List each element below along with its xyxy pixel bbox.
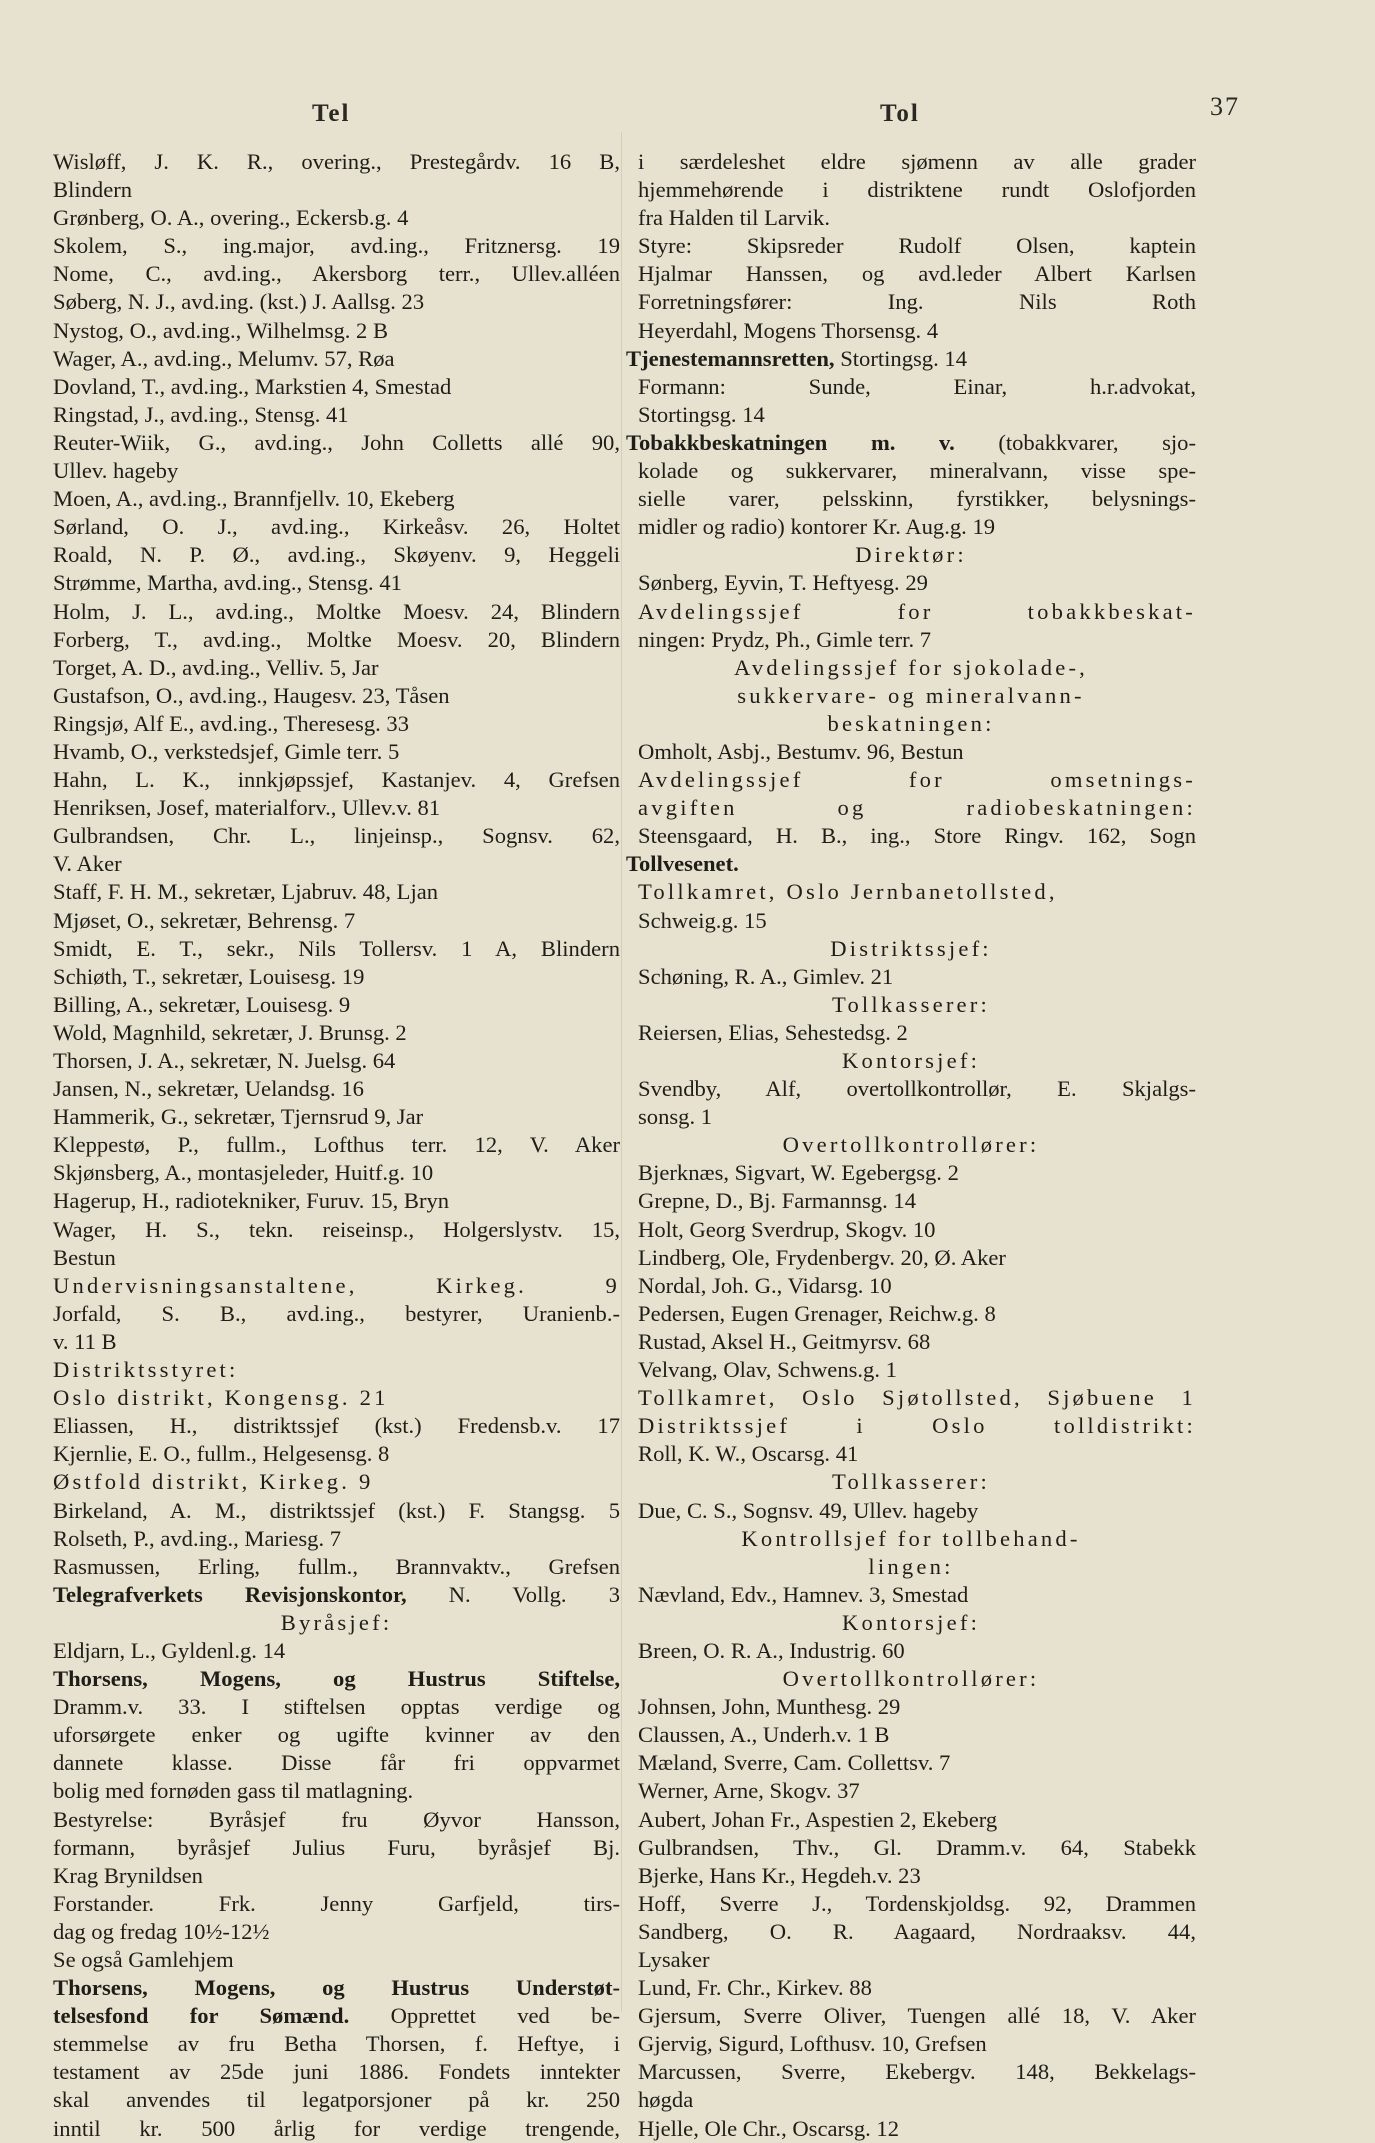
entry-line: Ullev. hageby	[53, 458, 179, 484]
entry-line: Wager, A., avd.ing., Melumv. 57, Røa	[53, 345, 395, 371]
entry-line: Forstander. Frk. Jenny Garfjeld, tirs-	[53, 1890, 620, 1916]
entry-line: Schøning, R. A., Gimlev. 21	[638, 963, 894, 989]
entry-line: lingen:	[868, 1553, 954, 1579]
entry-line: Svendby, Alf, overtollkontrollør, E. Skjalgs-	[638, 1076, 1196, 1102]
entry-line: Tollkasserer:	[832, 1469, 990, 1495]
entry-line: Due, C. S., Sognsv. 49, Ullev. hageby	[638, 1497, 979, 1523]
entry-line: Rolseth, P., avd.ing., Mariesg. 7	[53, 1525, 342, 1551]
entry-line: Nome, C., avd.ing., Akersborg terr., Ullev.alléen	[53, 261, 620, 287]
entry-line: Staff, F. H. M., sekretær, Ljabruv. 48, Ljan	[53, 879, 439, 905]
entry-line: Gjersum, Sverre Oliver, Tuengen allé 18, V. Aker	[638, 2003, 1196, 2029]
entry-line: Hammerik, G., sekretær, Tjernsrud 9, Jar	[53, 1104, 424, 1130]
entry-line: Blindern	[53, 177, 133, 203]
entry-line: Lund, Fr. Chr., Kirkev. 88	[638, 1975, 872, 2001]
entry-line: Formann: Sunde, Einar, h.r.advokat,	[638, 373, 1196, 399]
entry-line: Strømme, Martha, avd.ing., Stensg. 41	[53, 570, 402, 596]
entry-line: Tollkamret, Oslo Jernbanetollsted,	[638, 879, 1058, 905]
entry-line: Marcussen, Sverre, Ekebergv. 148, Bekkelags-	[638, 2059, 1196, 2085]
entry-line: telsesfond for Sømænd. Opprettet ved be-	[53, 2003, 620, 2029]
entry-line: Holt, Georg Sverdrup, Skogv. 10	[638, 1216, 936, 1242]
entry-line: Heyerdahl, Mogens Thorsensg. 4	[638, 317, 939, 343]
entry-line: Torget, A. D., avd.ing., Velliv. 5, Jar	[53, 654, 379, 680]
entry-line: Kleppestø, P., fullm., Lofthus terr. 12, V. Aker	[53, 1132, 620, 1158]
entry-line: dag og fredag 10½-12½	[53, 1918, 270, 1944]
entry-line: Kontorsjef:	[841, 1609, 981, 1635]
entry-line: Grepne, D., Bj. Farmannsg. 14	[638, 1188, 916, 1214]
entry-line: Overtollkontrollører:	[782, 1666, 1040, 1692]
running-head-right: Tol	[880, 100, 920, 127]
entry-line: Hoff, Sverre J., Tordenskjoldsg. 92, Drammen	[638, 1890, 1196, 1916]
entry-line: Østfold distrikt, Kirkeg. 9	[53, 1469, 374, 1495]
entry-line: Telegrafverkets Revisjonskontor, N. Vollg. 3	[53, 1581, 620, 1607]
entry-line: Moen, A., avd.ing., Brannfjellv. 10, Ekeberg	[53, 486, 455, 512]
entry-line: Direktør:	[855, 542, 967, 568]
entry-line: Nordal, Joh. G., Vidarsg. 10	[638, 1272, 892, 1298]
entry-line: Bjerknæs, Sigvart, W. Egebergsg. 2	[638, 1160, 959, 1186]
entry-line: Tollkamret, Oslo Sjøtollsted, Sjøbuene 1	[638, 1385, 1196, 1411]
entry-line: Distriktssjef i Oslo tolldistrikt:	[638, 1413, 1196, 1439]
entry-line: v. 11 B	[53, 1328, 117, 1354]
entry-line: Avdelingssjef for omsetnings-	[638, 767, 1196, 793]
entry-line: testament av 25de juni 1886. Fondets inntekter	[53, 2059, 620, 2085]
entry-line: Thorsens, Mogens, og Hustrus Understøt-	[53, 1975, 620, 2001]
entry-line: Johnsen, John, Munthesg. 29	[638, 1694, 901, 1720]
entry-line: Holm, J. L., avd.ing., Moltke Moesv. 24, Blindern	[53, 598, 620, 624]
entry-line: Roald, N. P. Ø., avd.ing., Skøyenv. 9, Heggeli	[53, 542, 620, 568]
column-divider	[621, 132, 622, 2012]
entry-line: Gulbrandsen, Thv., Gl. Dramm.v. 64, Stabekk	[638, 1834, 1196, 1860]
entry-line: Rustad, Aksel H., Geitmyrsv. 68	[638, 1328, 931, 1354]
entry-line: Skjønsberg, A., montasjeleder, Huitf.g. 10	[53, 1160, 434, 1186]
entry-line: stemmelse av fru Betha Thorsen, f. Heftye, i	[53, 2031, 620, 2057]
entry-line: Dovland, T., avd.ing., Markstien 4, Smestad	[53, 373, 452, 399]
entry-line: Undervisningsanstaltene, Kirkeg. 9	[53, 1272, 620, 1298]
entry-line: Forberg, T., avd.ing., Moltke Moesv. 20, Blindern	[53, 626, 620, 652]
entry-line: Nævland, Edv., Hamnev. 3, Smestad	[638, 1581, 969, 1607]
entry-line: Stortingsg. 14	[638, 401, 765, 427]
entry-line: Bestyrelse: Byråsjef fru Øyvor Hansson,	[53, 1806, 620, 1832]
entry-line: Se også Gamlehjem	[53, 1947, 234, 1972]
entry-line: Avdelingssjef for tobakkbeskat-	[638, 598, 1196, 624]
entry-line: Jorfald, S. B., avd.ing., bestyrer, Uranienb.-	[53, 1300, 620, 1326]
entry-line: Nystog, O., avd.ing., Wilhelmsg. 2 B	[53, 317, 389, 343]
entry-line: fra Halden til Larvik.	[638, 205, 830, 231]
entry-line: Steensgaard, H. B., ing., Store Ringv. 162, Sogn	[638, 823, 1196, 849]
entry-line: Lysaker	[638, 1947, 710, 1972]
running-head-left: Tel	[312, 100, 351, 127]
entry-line: kolade og sukkervarer, mineralvann, visse spe-	[638, 458, 1196, 484]
entry-line: Gulbrandsen, Chr. L., linjeinsp., Sognsv. 62,	[53, 823, 620, 849]
entry-line: Ringsjø, Alf E., avd.ing., Theresesg. 33	[53, 710, 410, 736]
entry-line: Hahn, L. K., innkjøpssjef, Kastanjev. 4, Grefsen	[53, 767, 620, 793]
entry-line: Sønberg, Eyvin, T. Heftyesg. 29	[638, 570, 928, 596]
entry-line: Distriktsstyret:	[53, 1357, 239, 1383]
entry-line: Grønberg, O. A., overing., Eckersb.g. 4	[53, 205, 409, 231]
entry-line: beskatningen:	[827, 710, 995, 736]
entry-line: Henriksen, Josef, materialforv., Ullev.v. 81	[53, 795, 441, 821]
entry-line: Tollvesenet.	[626, 851, 739, 877]
entry-line: sukkervare- og mineralvann-	[737, 682, 1085, 708]
entry-line: Byråsjef:	[280, 1609, 393, 1635]
entry-line: dannete klasse. Disse får fri oppvarmet	[53, 1750, 620, 1776]
entry-line: Claussen, A., Underh.v. 1 B	[638, 1722, 890, 1748]
entry-line: Reiersen, Elias, Sehestedsg. 2	[638, 1019, 908, 1045]
entry-line: Jansen, N., sekretær, Uelandsg. 16	[53, 1076, 364, 1102]
entry-line: Hjalmar Hanssen, og avd.leder Albert Karlsen	[638, 261, 1196, 287]
entry-line: i særdeleshet eldre sjømenn av alle grader	[638, 149, 1196, 174]
entry-line: skal anvendes til legatporsjoner på kr. 250	[53, 2087, 620, 2113]
entry-line: Velvang, Olav, Schwens.g. 1	[638, 1357, 897, 1383]
entry-line: Styre: Skipsreder Rudolf Olsen, kaptein	[638, 233, 1196, 259]
entry-line: ningen: Prydz, Ph., Gimle terr. 7	[638, 626, 932, 652]
entry-line: Rasmussen, Erling, fullm., Brannvaktv., Grefsen	[53, 1553, 620, 1579]
entry-line: Pedersen, Eugen Grenager, Reichw.g. 8	[638, 1300, 996, 1326]
entry-line: Avdelingssjef for sjokolade-,	[733, 654, 1089, 680]
entry-line: Ringstad, J., avd.ing., Stensg. 41	[53, 401, 349, 427]
entry-line: Tollkasserer:	[832, 991, 990, 1017]
entry-line: Gustafson, O., avd.ing., Haugesv. 23, Tåsen	[53, 682, 450, 708]
entry-line: sonsg. 1	[638, 1104, 713, 1130]
entry-line: hjemmehørende i distriktene rundt Oslofjorden	[638, 177, 1196, 203]
page-number: 37	[1210, 92, 1240, 121]
entry-line: Bjerke, Hans Kr., Hegdeh.v. 23	[638, 1862, 921, 1888]
entry-line: Breen, O. R. A., Industrig. 60	[638, 1637, 905, 1663]
entry-line: formann, byråsjef Julius Furu, byråsjef Bj.	[53, 1834, 620, 1860]
entry-line: Wisløff, J. K. R., overing., Prestegårdv. 16 B,	[53, 149, 620, 174]
entry-line: Sørland, O. J., avd.ing., Kirkeåsv. 26, Holtet	[53, 514, 620, 540]
entry-line: Kontrollsjef for tollbehand-	[741, 1525, 1081, 1551]
entry-line: Eldjarn, L., Gyldenl.g. 14	[53, 1637, 286, 1663]
entry-line: midler og radio) kontorer Kr. Aug.g. 19	[638, 514, 996, 540]
left-column	[53, 148, 620, 2143]
entry-line: høgda	[638, 2087, 694, 2113]
entry-line: Eliassen, H., distriktssjef (kst.) Fredensb.v. 17	[53, 1413, 620, 1439]
entry-line: inntil kr. 500 årlig for verdige trengende,	[53, 2115, 620, 2141]
entry-line: Distriktssjef:	[830, 935, 992, 961]
entry-line: Birkeland, A. M., distriktssjef (kst.) F. Stangsg. 5	[53, 1497, 620, 1523]
entry-line: uforsørgete enker og ugifte kvinner av den	[53, 1722, 620, 1748]
entry-line: Bestun	[53, 1244, 116, 1270]
entry-line: Billing, A., sekretær, Louisesg. 9	[53, 991, 351, 1017]
entry-line: Wager, H. S., tekn. reiseinsp., Holgerslystv. 15,	[53, 1216, 620, 1242]
entry-line: Oslo distrikt, Kongensg. 21	[53, 1385, 389, 1411]
entry-line: Sandberg, O. R. Aagaard, Nordraaksv. 44,	[638, 1918, 1196, 1944]
entry-line: Dramm.v. 33. I stiftelsen opptas verdige og	[53, 1694, 620, 1720]
entry-line: Reuter-Wiik, G., avd.ing., John Colletts allé 90,	[53, 429, 620, 455]
entry-line: V. Aker	[53, 851, 122, 877]
entry-line: Wold, Magnhild, sekretær, J. Brunsg. 2	[53, 1019, 407, 1045]
entry-line: Lindberg, Ole, Frydenbergv. 20, Ø. Aker	[638, 1244, 1006, 1270]
entry-line: Kjernlie, E. O., fullm., Helgesensg. 8	[53, 1441, 390, 1467]
entry-line: Gjervig, Sigurd, Lofthusv. 10, Grefsen	[638, 2031, 987, 2057]
entry-line: Søberg, N. J., avd.ing. (kst.) J. Aallsg. 23	[53, 289, 425, 315]
entry-line: Krag Brynildsen	[53, 1862, 203, 1888]
entry-line: Mjøset, O., sekretær, Behrensg. 7	[53, 907, 356, 933]
entry-line: Hjelle, Ole Chr., Oscarsg. 12	[638, 2115, 900, 2141]
entry-line: Hagerup, H., radiotekniker, Furuv. 15, Bryn	[53, 1188, 450, 1214]
entry-line: Tjenestemannsretten, Stortingsg. 14	[626, 345, 967, 371]
entry-line: Thorsen, J. A., sekretær, N. Juelsg. 64	[53, 1048, 396, 1073]
entry-line: Smidt, E. T., sekr., Nils Tollersv. 1 A, Blindern	[53, 935, 620, 961]
entry-line: avgiften og radiobeskatningen:	[638, 795, 1196, 821]
entry-heading: telsesfond for Sømænd.	[53, 2003, 350, 2029]
entry-line: Thorsens, Mogens, og Hustrus Stiftelse,	[53, 1666, 620, 1692]
entry-line: Aubert, Johan Fr., Aspestien 2, Ekeberg	[638, 1806, 998, 1832]
entry-heading: Telegrafverkets Revisjonskontor,	[53, 1581, 407, 1607]
entry-line: Tobakkbeskatningen m. v. (tobakkvarer, sjo-	[626, 429, 1196, 455]
entry-line: Schweig.g. 15	[638, 907, 767, 933]
entry-line: Hvamb, O., verkstedsjef, Gimle terr. 5	[53, 738, 400, 764]
entry-line: Werner, Arne, Skogv. 37	[638, 1778, 860, 1804]
entry-line: Omholt, Asbj., Bestumv. 96, Bestun	[638, 738, 964, 764]
entry-line: Kontorsjef:	[841, 1048, 981, 1073]
entry-line: Skolem, S., ing.major, avd.ing., Fritznersg. 19	[53, 233, 620, 259]
entry-line: Roll, K. W., Oscarsg. 41	[638, 1441, 859, 1467]
entry-line: Forretningsfører: Ing. Nils Roth	[638, 289, 1196, 315]
entry-heading: Tjenestemannsretten,	[626, 345, 835, 371]
entry-line: sielle varer, pelsskinn, fyrstikker, belysnings-	[638, 486, 1196, 512]
entry-line: Overtollkontrollører:	[782, 1132, 1040, 1158]
entry-heading: Tobakkbeskatningen m. v.	[626, 429, 955, 455]
entry-line: Mæland, Sverre, Cam. Collettsv. 7	[638, 1750, 951, 1776]
entry-line: Schiøth, T., sekretær, Louisesg. 19	[53, 963, 365, 989]
right-column	[626, 148, 1196, 2143]
entry-line: bolig med fornøden gass til matlagning.	[53, 1778, 414, 1804]
